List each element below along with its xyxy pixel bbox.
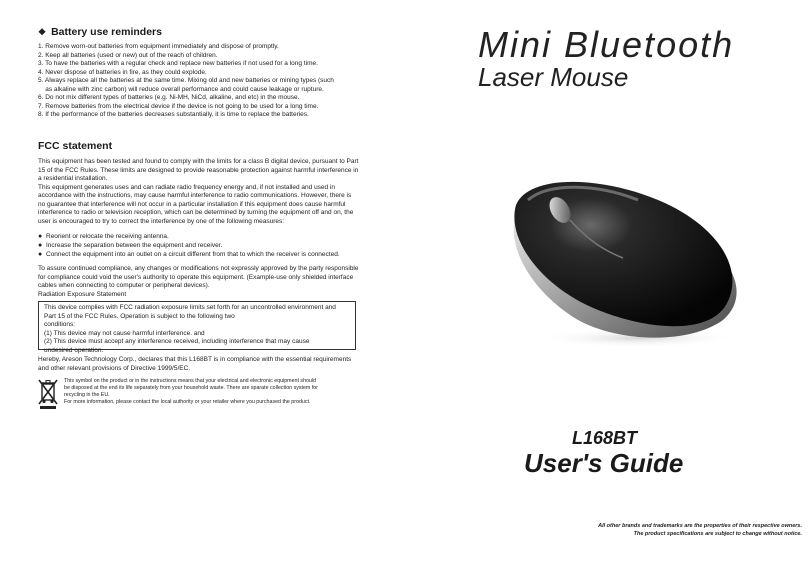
battery-section <box>38 26 368 120</box>
battery-item: 8. If the performance of the batteries decreases substantially, it is time to replace the batteries. <box>38 111 309 118</box>
diamond-bullet-icon: ❖ <box>38 26 47 37</box>
footer-notice: All other brands and trademarks are the properties of their respective owners. The product specifications are subject to change without notice. <box>598 523 802 537</box>
product-title: Mini Bluetooth <box>478 24 735 65</box>
battery-item: 2. Keep all batteries (used or new) out of the reach of children. <box>38 51 218 59</box>
fcc-bullet: ● Reorient or relocate the receiving antenna. <box>38 233 169 240</box>
fcc-paragraph: This equipment generates uses and can radiate radio frequency energy and, if not installed and used in accordance with the instructions, may cause harmful interference to radio communications. However, there is no guarantee that interference will not occur in a particular installation if this equipment does cause harmful interference to radio or television reception, which can be determined by turning the equipment off and on, the user is encouraged to try to correct the interference by one of the following measures: <box>38 183 354 225</box>
fcc-heading: FCC statement <box>38 140 113 152</box>
battery-item: 5. Always replace all the batteries at the same time. Mixing old and new batteries or mining types (such <box>38 77 334 84</box>
battery-heading: ❖ Battery use reminders <box>38 26 162 38</box>
mouse-image <box>488 170 748 350</box>
battery-item: 3. To have the batteries with a regular check and replace new batteries if not used for a long time. <box>38 60 318 67</box>
fcc-bullet: ● Connect the equipment into an outlet on a circuit different from that to which the receiver is connected. <box>38 251 340 258</box>
crossed-bin-icon <box>38 378 58 410</box>
weee-text: This symbol on the product or in the instructions means that your electrical and electronic equipment should be disposed at the end its life separately from your household waste. There are sparate collection system for recycling in the EU. For more information, please contact the local authority or your retailer where you purchased the product. <box>64 378 318 405</box>
fcc-paragraph: This equipment has been tested and found to comply with the limits for a class B digital device, pursuant to Part 15 of the FCC Rules. These limits are designed to provide reasonable protection against harmful interference in a residential installation. <box>38 158 359 182</box>
product-subtitle: Laser Mouse <box>478 62 629 92</box>
weee-notice <box>38 378 368 410</box>
battery-item: 7. Remove batteries from the electrical device if the device is not going to be used for a long time. <box>38 102 319 110</box>
compliance-declaration: Hereby, Areson Technology Corp., declares that this L168BT is in compliance with the essential requirements and other relevant provisions of Directive 1999/5/EC. <box>38 356 352 372</box>
fcc-bullet: ● Increase the separation between the equipment and receiver. <box>38 242 223 249</box>
fcc-paragraph: To assure continued compliance, any changes or modifications not expressly approved by the party responsible for compliance could void the user's authority to operate this equipment. (Example-use only shielded interface cables when connecting to computer or peripheral devices). <box>38 265 359 289</box>
battery-item: as alkaline with zinc carbon) will reduce overall performance and could cause leakage or rupture. <box>38 85 324 93</box>
battery-item: 1. Remove worn-out batteries from equipment immediately and dispose of promptly. <box>38 43 279 50</box>
fcc-section <box>38 140 360 373</box>
battery-list <box>38 43 368 120</box>
radiation-heading: Radiation Exposure Statement <box>38 290 127 298</box>
guide-title: User's Guide <box>524 448 684 478</box>
battery-item: 4. Never dispose of batteries in fire, as they could explode. <box>38 68 207 76</box>
model-number: L168BT <box>572 428 638 448</box>
radiation-box: This device complies with FCC radiation exposure limits set forth for an uncontrolled environment and Part 15 of the FCC Rules. Operation is subject to the following two conditions: (1) This device may not cause harmful interference. and (2) This device must accept any interference received, including interference that may cause undesired operation. <box>38 301 356 350</box>
battery-item: 6. Do not mix different types of batteries (e.g. Ni-MH, NiCd, alkaline, and etc) in the mouse. <box>38 94 300 101</box>
